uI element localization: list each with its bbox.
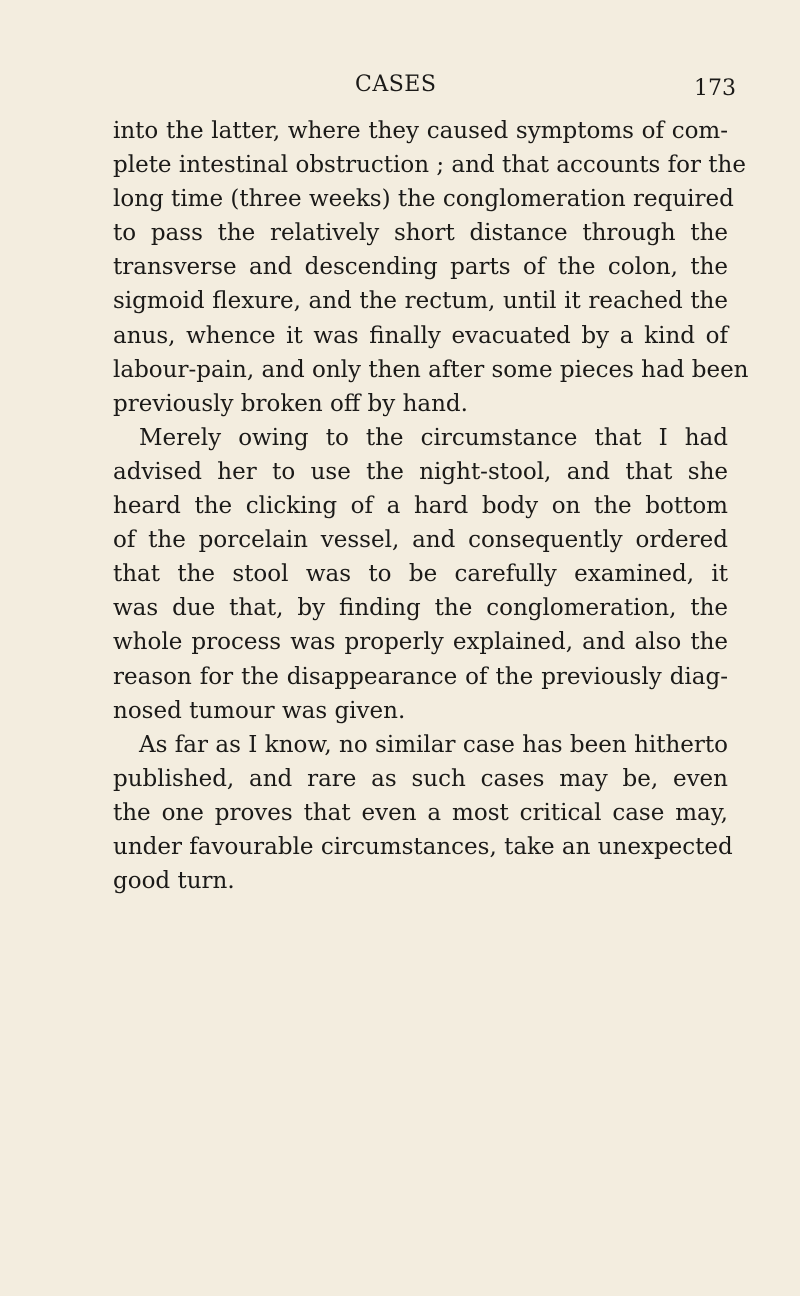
text-line: advised her to use the night-stool, and that she xyxy=(113,458,728,485)
text-line: whole process was properly explained, and also the xyxy=(113,629,728,656)
text-line: long time (three weeks) the conglomeration required xyxy=(113,186,734,213)
text-line: of the porcelain vessel, and consequently ordered xyxy=(113,527,728,554)
text-line: As far as I know, no similar case has been hitherto xyxy=(139,731,728,758)
text-line: sigmoid flexure, and the rectum, until it reached the xyxy=(113,288,728,315)
text-line: under favourable circumstances, take an unexpected xyxy=(113,833,733,860)
text-line: the one proves that even a most critical case may, xyxy=(113,799,728,826)
text-line: heard the clicking of a hard body on the bottom xyxy=(113,493,728,520)
text-line: Merely owing to the circumstance that I had xyxy=(139,424,728,451)
body-text xyxy=(113,114,749,898)
text-line: to pass the relatively short distance through the xyxy=(113,220,728,247)
text-line: labour-pain, and only then after some pieces had been xyxy=(113,356,749,383)
text-line: that the stool was to be carefully examined, it xyxy=(113,561,728,588)
text-line: into the latter, where they caused symptoms of com- xyxy=(113,118,728,144)
text-line: anus, whence it was finally evacuated by a kind of xyxy=(113,322,728,349)
text-line: transverse and descending parts of the colon, the xyxy=(113,254,728,281)
text-line: reason for the disappearance of the previously diag- xyxy=(113,663,728,690)
text-line: previously broken off by hand. xyxy=(113,390,468,417)
page-number: 173 xyxy=(694,76,736,101)
text-line: good turn. xyxy=(113,868,235,895)
running-title: CASES xyxy=(355,72,437,97)
text-line: nosed tumour was given. xyxy=(113,697,406,724)
text-line: plete intestinal obstruction ; and that accounts for the xyxy=(113,152,746,179)
text-line: was due that, by finding the conglomeration, the xyxy=(113,595,728,622)
text-line: published, and rare as such cases may be, even xyxy=(113,765,728,792)
running-head xyxy=(0,68,800,102)
